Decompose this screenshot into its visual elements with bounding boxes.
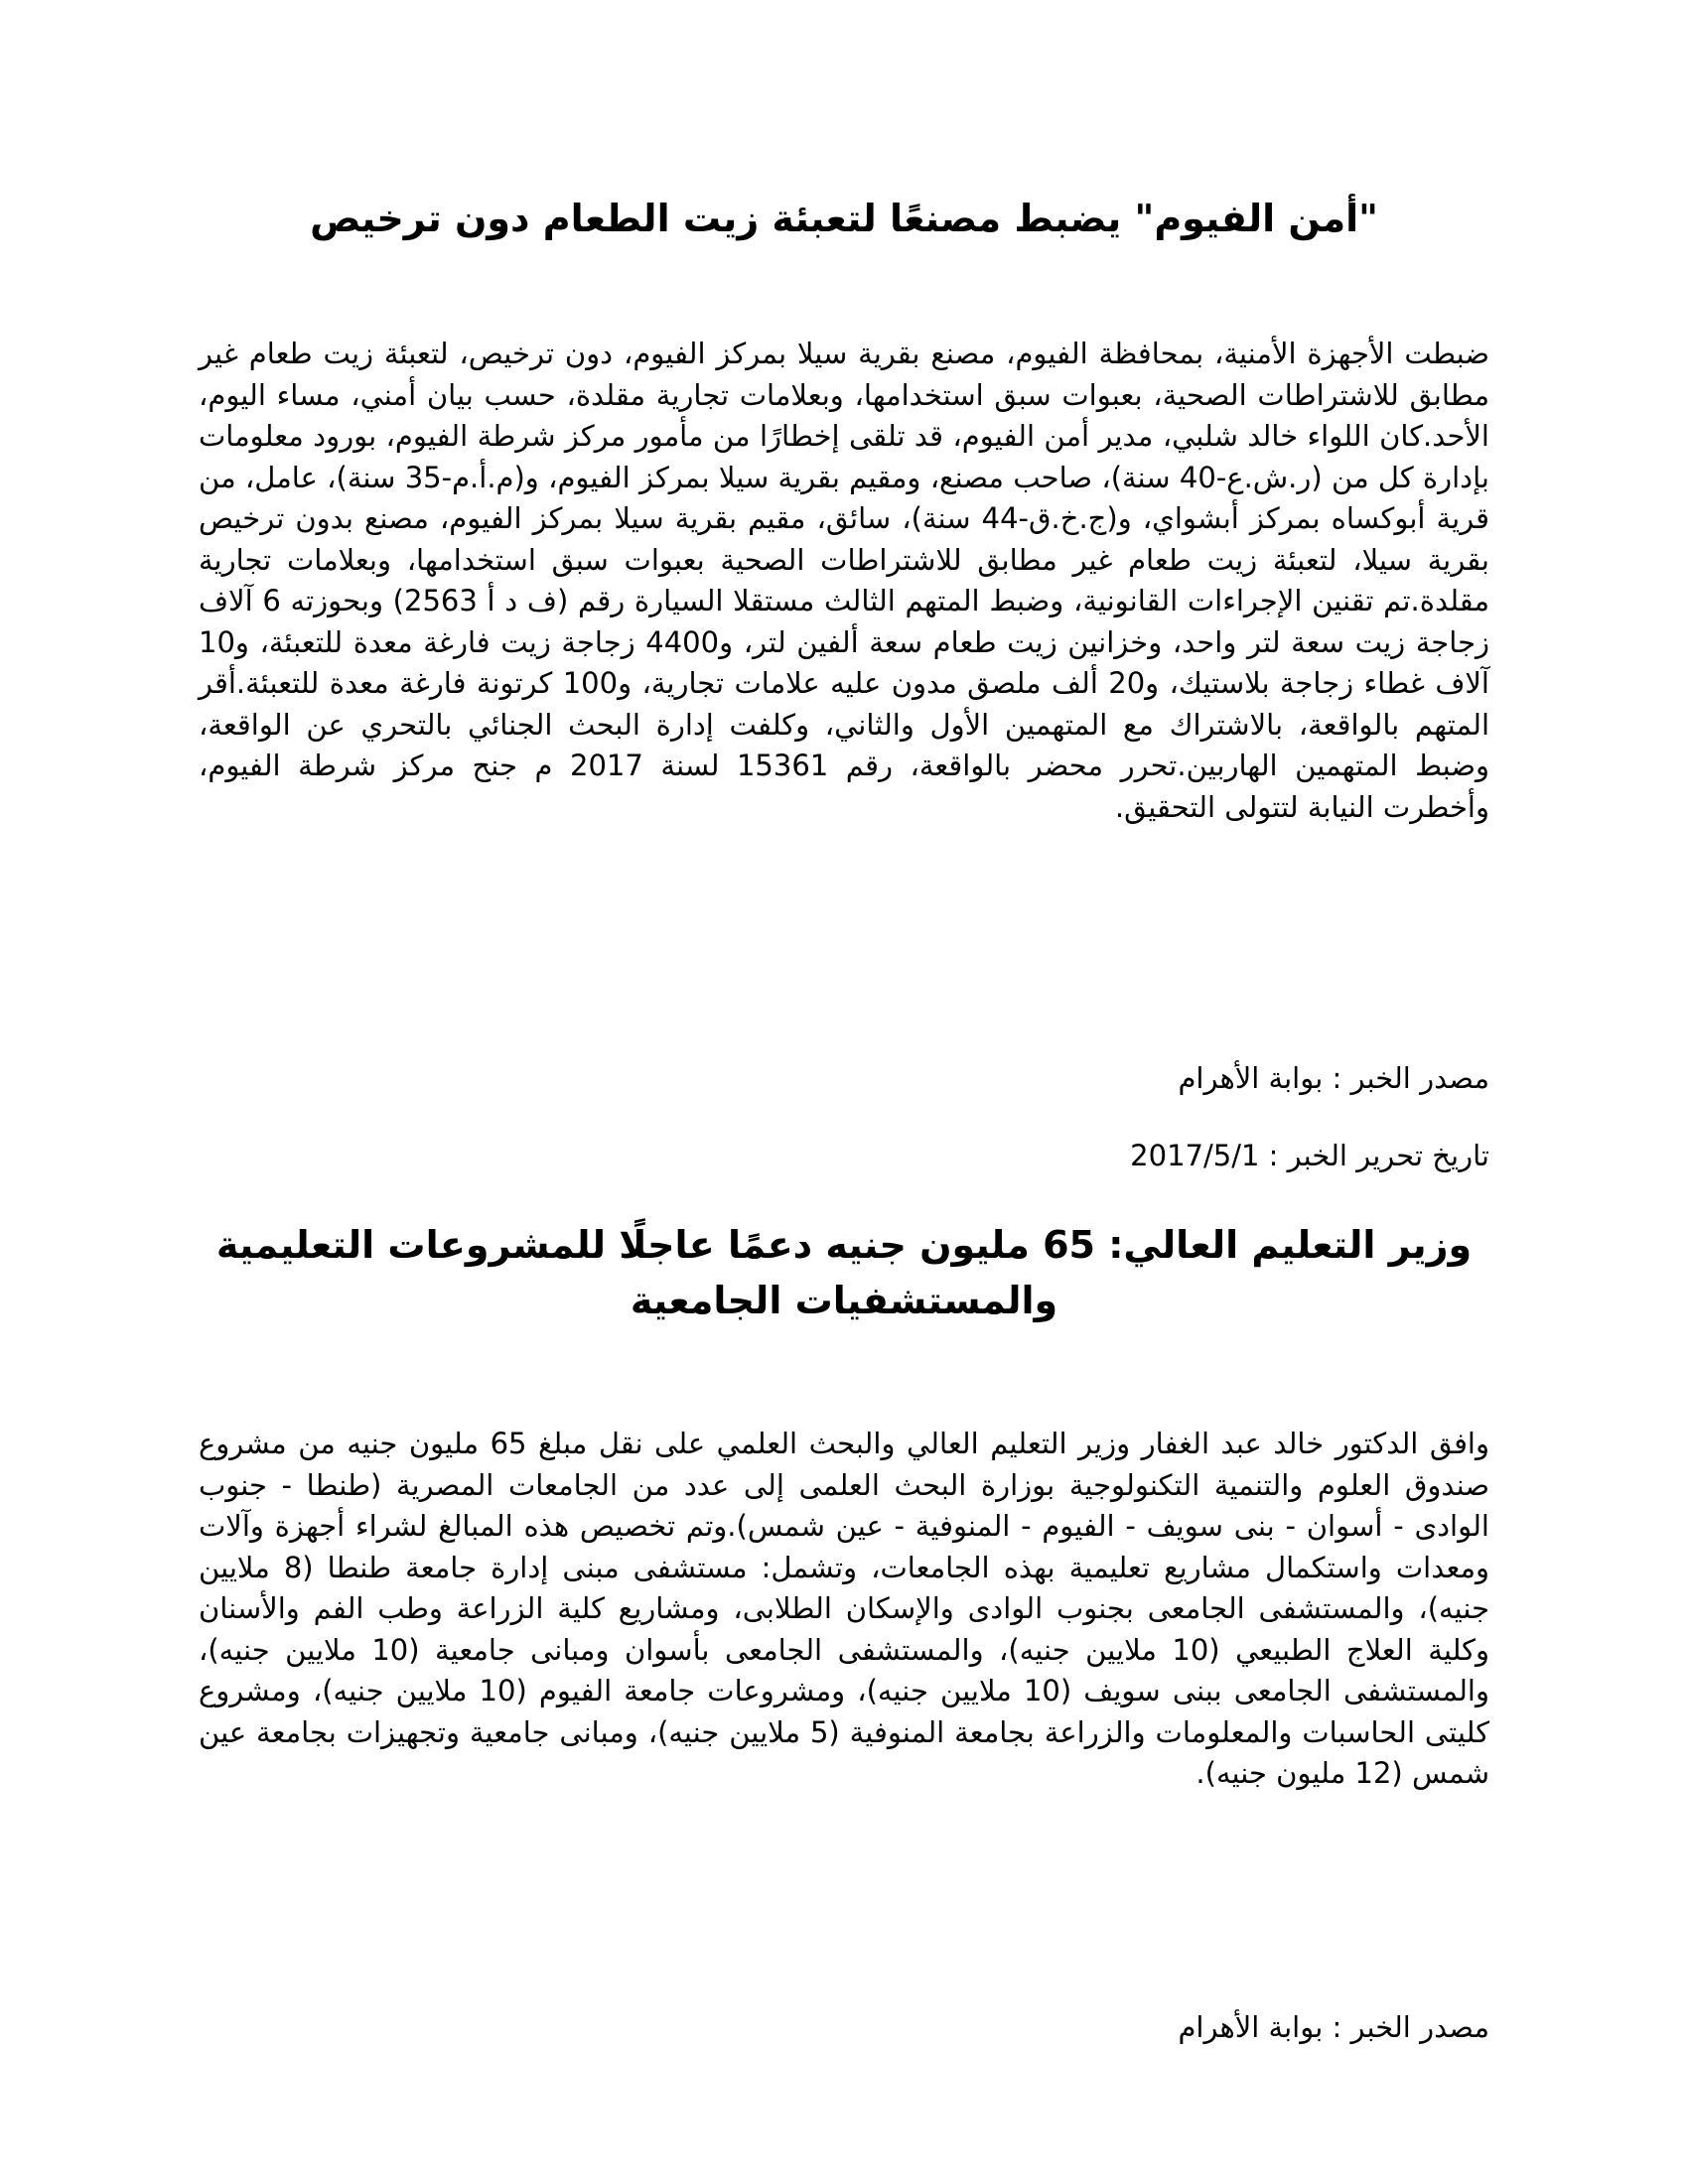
article-title: "أمن الفيوم" يضبط مصنعًا لتعبئة زيت الطعام دون ترخيص: [310, 197, 1378, 240]
news-source: مصدر الخبر : بوابة الأهرام: [1178, 2010, 1489, 2044]
news-source: مصدر الخبر : بوابة الأهرام: [1178, 1061, 1489, 1095]
article-body: وافق الدكتور خالد عبد الغفار وزير التعليم العالي والبحث العلمي على نقل مبلغ 65 مليون جنيه من مشروع صندوق العلوم والتنمية التكنولوجية بوزارة البحث العلمى إلى عدد من الجامعات المصرية (طنطا - جنوب الوادى - أسوان - بنى سويف - الفيوم - المنوفية - عين شمس).وتم تخصيص هذه المبالغ لشراء أجهزة وآلات ومعدات واستكمال مشاريع تعليمية بهذه الجامعات، وتشمل: مستشفى مبنى إدارة جامعة طنطا (8 ملايين جنيه)، والمستشفى الجامعى بجنوب الوادى والإسكان الطلابى، ومشاريع كلية الزراعة وطب الفم والأسنان وكلية العلاج الطبيعي (10 ملايين جنيه)، والمستشفى الجامعى بأسوان ومبانى جامعية (10 ملايين جنيه)، والمستشفى الجامعى ببنى سويف (10 ملايين جنيه)، ومشروعات جامعة الفيوم (10 ملايين جنيه)، ومشروع كليتى الحاسبات والمعلومات والزراعة بجامعة المنوفية (5 ملايين جنيه)، ومبانى جامعية وتجهيزات بجامعة عين شمس (12 مليون جنيه).: [199, 1427, 1490, 1790]
article-title: وزير التعليم العالي: 65 مليون جنيه دعمًا عاجلًا للمشروعات التعليمية والمستشفيات الجامعية: [215, 1223, 1473, 1322]
news-date: تاريخ تحرير الخبر : 2017/5/1: [1130, 1139, 1489, 1172]
article-body: ضبطت الأجهزة الأمنية، بمحافظة الفيوم، مصنع بقرية سيلا بمركز الفيوم، دون ترخيص، لتعبئة زيت طعام غير مطابق للاشتراطات الصحية، بعبوات سبق استخدامها، وبعلامات تجارية مقلدة، حسب بيان أمني، مساء اليوم، الأحد.كان اللواء خالد شلبي، مدير أمن الفيوم، قد تلقى إخطارًا من مأمور مركز شرطة الفيوم، بورود معلومات بإدارة كل من (ر.ش.ع-40 سنة)، صاحب مصنع، ومقيم بقرية سيلا بمركز الفيوم، و(م.أ.م-35 سنة)، عامل، من قرية أبوكساه بمركز أبشواي، و(ج.خ.ق-44 سنة)، سائق، مقيم بقرية سيلا بمركز الفيوم، مصنع بدون ترخيص بقرية سيلا، لتعبئة زيت طعام غير مطابق للاشتراطات الصحية بعبوات سبق استخدامها، وبعلامات تجارية مقلدة.تم تقنين الإجراءات القانونية، وضبط المتهم الثالث مستقلا السيارة رقم (ف د أ 2563) وبحوزته 6 آلاف زجاجة زيت سعة لتر واحد، وخزانين زيت طعام سعة ألفين لتر، و4400 زجاجة زيت فارغة معدة للتعبئة، و10 آلاف غطاء زجاجة بلاستيك، و20 ألف ملصق مدون عليه علامات تجارية، و100 كرتونة فارغة معدة للتعبئة.أقر المتهم بالواقعة، بالاشتراك مع المتهمين الأول والثاني، وكلفت إدارة البحث الجنائي بالتحري عن الواقعة، وضبط المتهمين الهاربين.تحرر محضر بالواقعة، رقم 15361 لسنة 2017 م جنح مركز شرطة الفيوم، وأخطرت النيابة لتتولى التحقيق.: [199, 337, 1490, 824]
